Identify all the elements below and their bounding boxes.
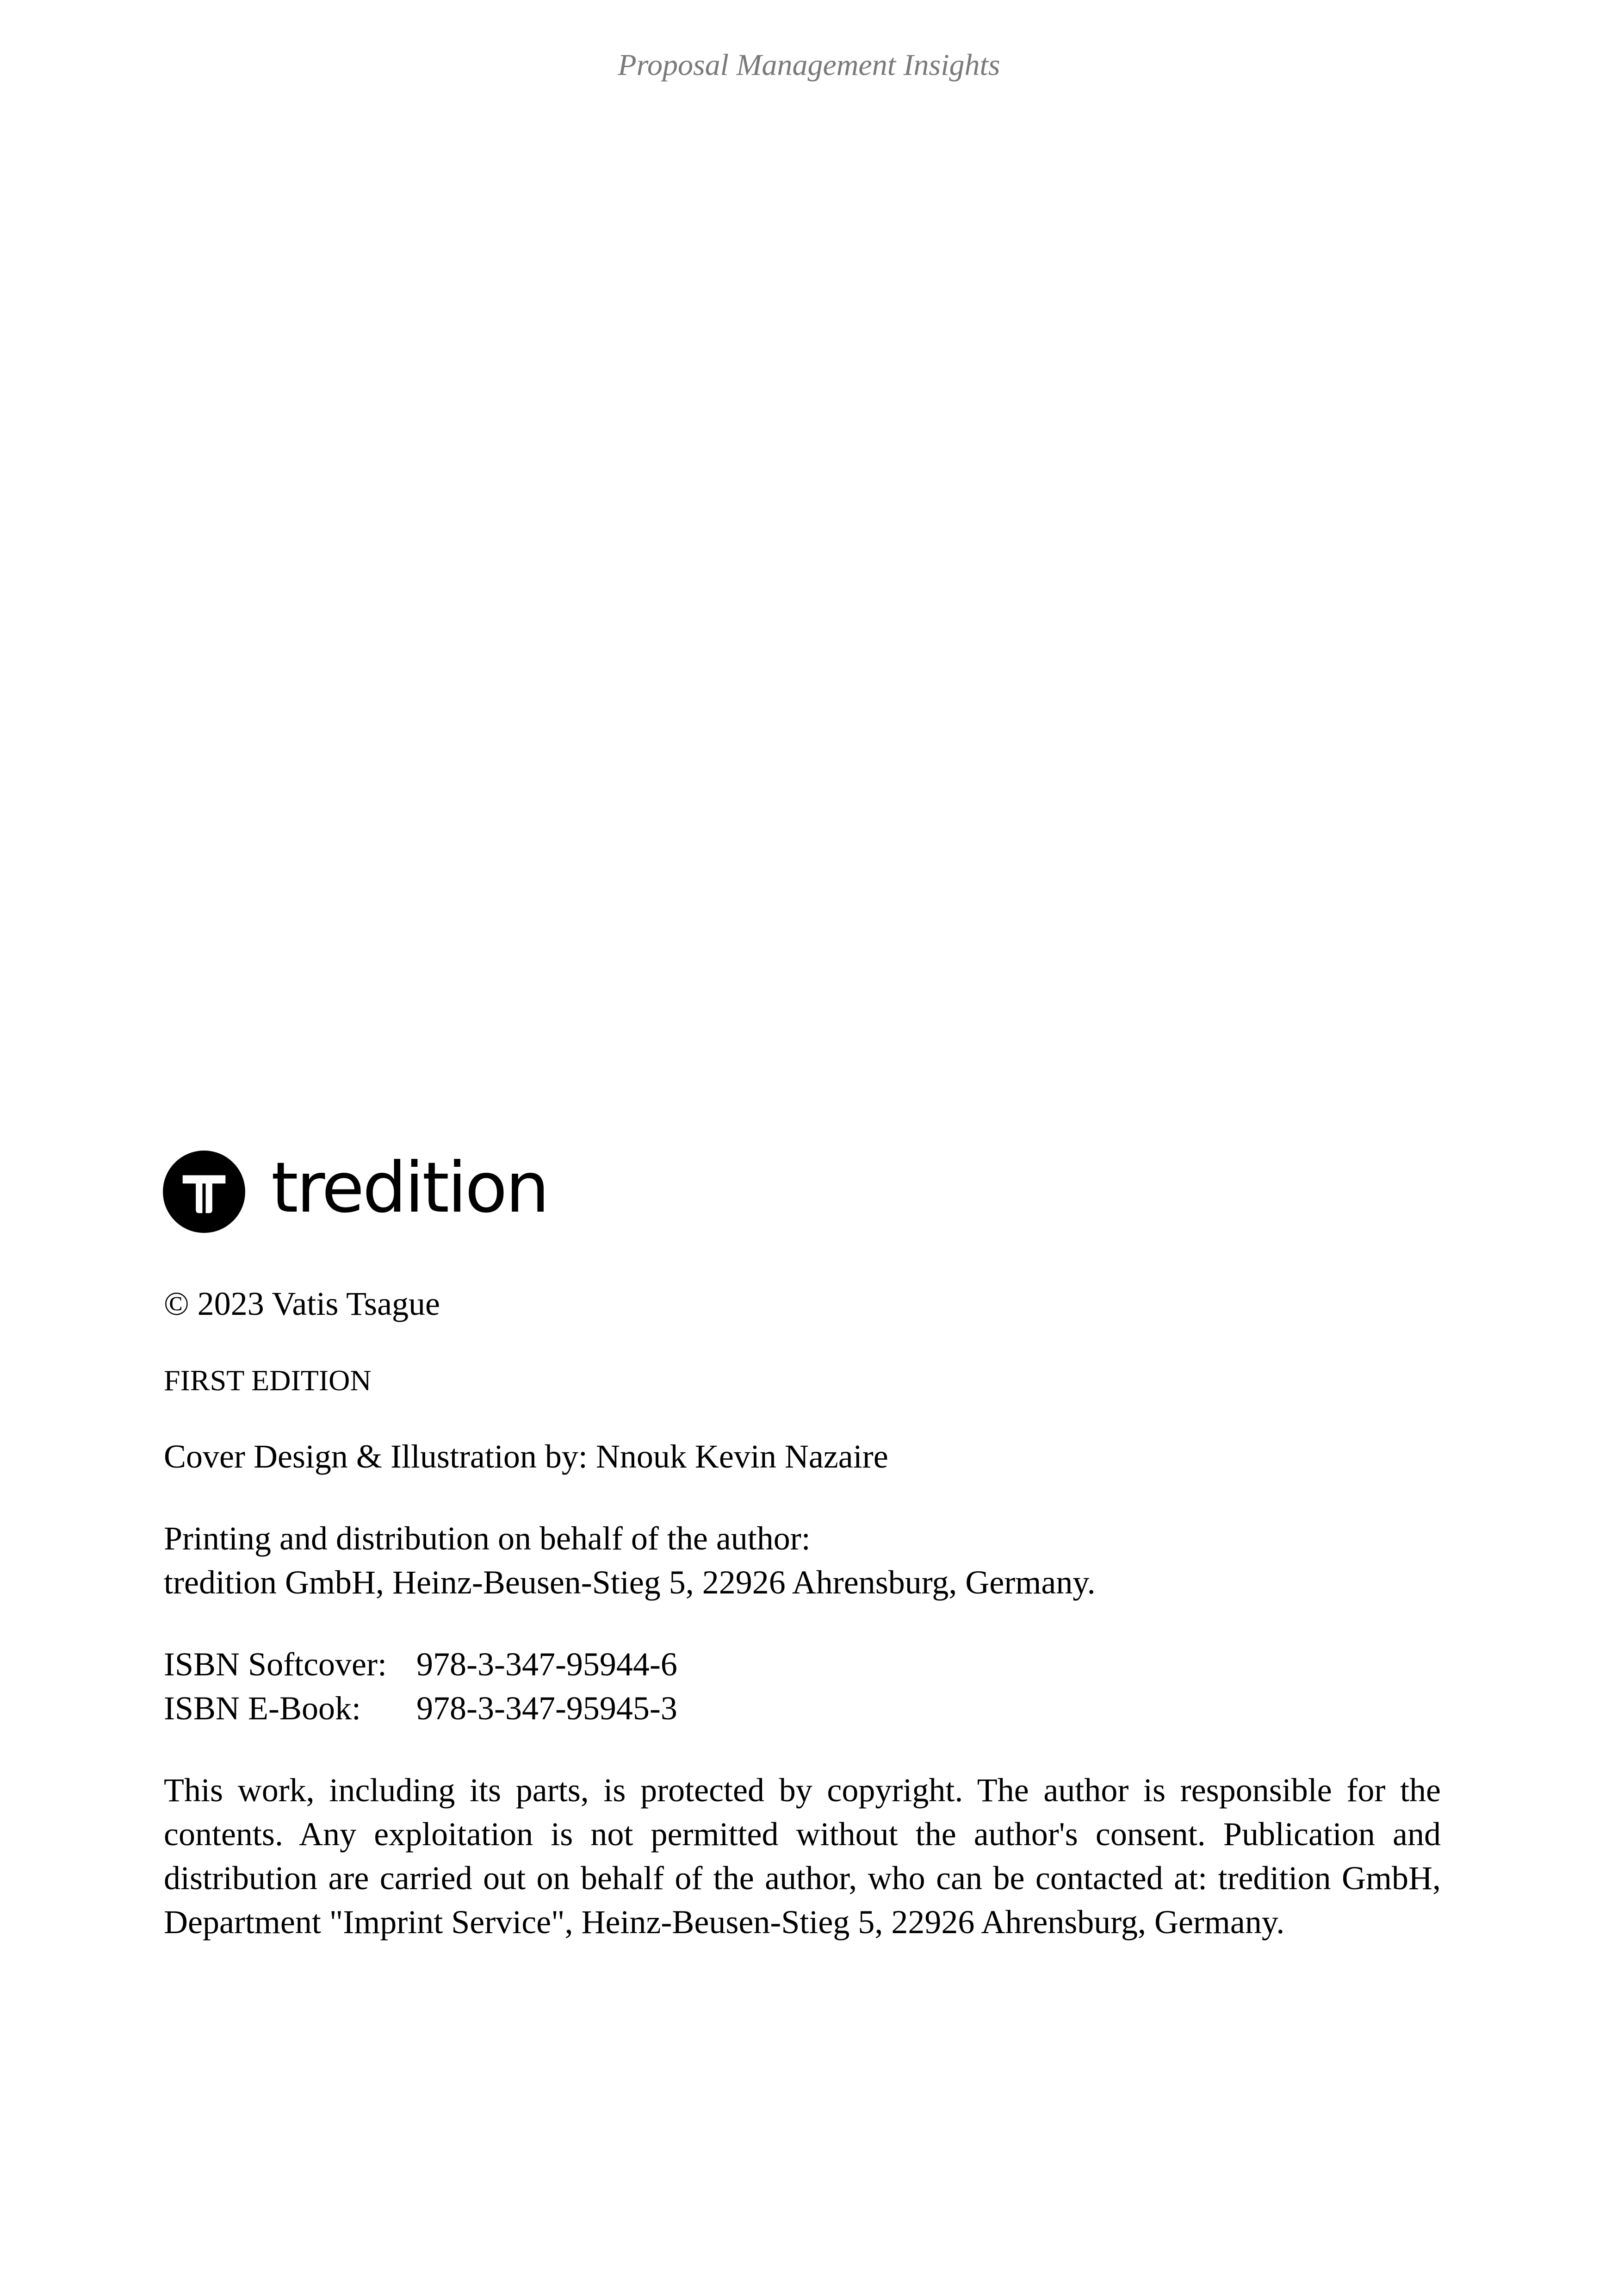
isbn-ebook-value: 978-3-347-95945-3	[416, 1690, 677, 1727]
isbn-softcover-row	[164, 1643, 1441, 1686]
imprint-block	[164, 1282, 1441, 1944]
isbn-ebook-row	[164, 1686, 1441, 1730]
tredition-logo-icon	[163, 1151, 245, 1233]
cover-credit-line: Cover Design & Illustration by: Nnouk Kevin Nazaire	[164, 1438, 888, 1475]
publisher-logo	[163, 1148, 548, 1236]
isbn-softcover-value: 978-3-347-95944-6	[416, 1646, 677, 1683]
printing-line-1: Printing and distribution on behalf of the author:	[164, 1520, 811, 1557]
isbn-ebook-label: ISBN E-Book:	[164, 1690, 361, 1727]
tredition-wordmark: tredition	[271, 1148, 548, 1228]
isbn-softcover-label: ISBN Softcover:	[164, 1646, 387, 1683]
legal-notice: This work, including its parts, is protected by copyright. The author is responsible for the contents. Any exploitation is not permitted without the author's consent. Publication and distribution are carried out on behalf of the author, who can be contacted at: tredition GmbH, Department "Imprint Service", Heinz-Beusen-Stieg 5, 22926 Ahrensburg, Germany.	[164, 1772, 1441, 1941]
running-header: Proposal Management Insights	[618, 48, 1000, 82]
copyright-line: © 2023 Vatis Tsague	[164, 1285, 440, 1322]
edition-line: FIRST EDITION	[164, 1364, 372, 1397]
printing-line-2: tredition GmbH, Heinz-Beusen-Stieg 5, 22926 Ahrensburg, Germany.	[164, 1564, 1096, 1601]
